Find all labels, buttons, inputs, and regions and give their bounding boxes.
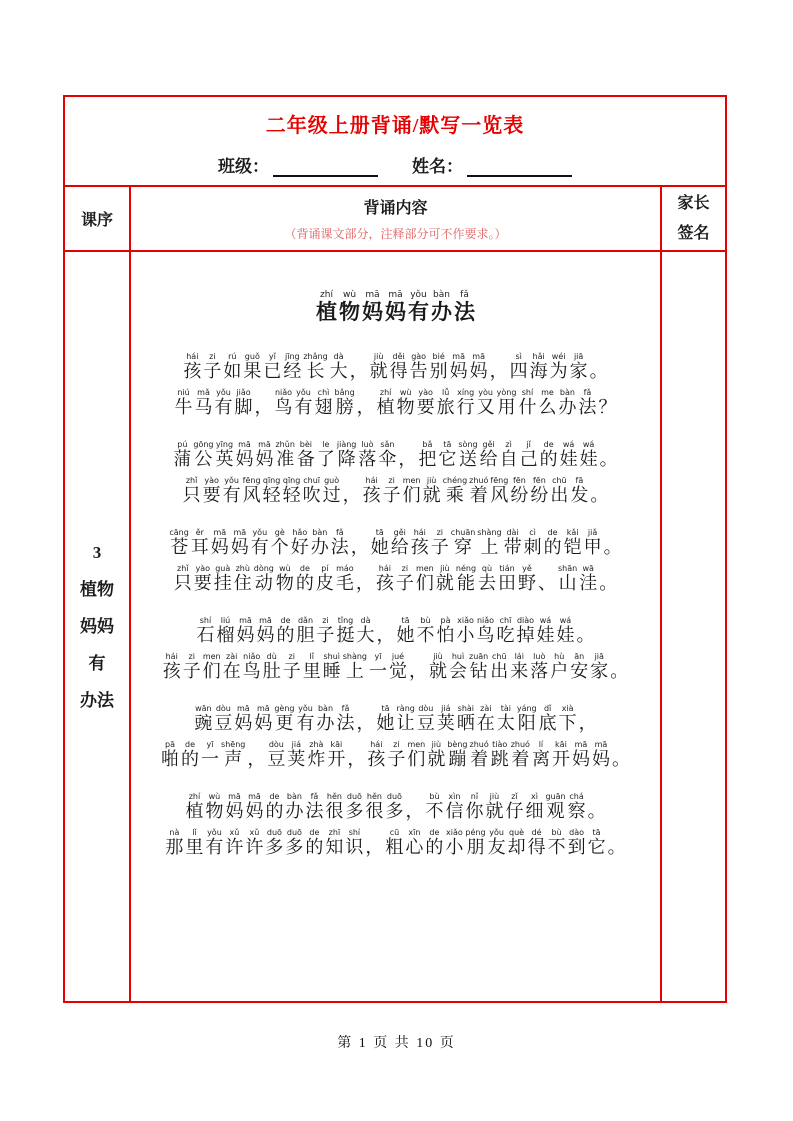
poem-line: 只zhǐ要yào挂guà住zhù动dòng物wù的de皮pí毛máo， 孩hái子zi们men就jiù能néng去qù田tián野yě、 山shān洼wā。	[173, 564, 618, 593]
class-name-row	[65, 152, 725, 177]
name-label: 姓名：	[412, 157, 463, 176]
lesson-title-line: 妈妈	[80, 617, 114, 636]
class-label: 班级：	[218, 157, 269, 176]
poem-line: 牛niú马mǎ有yǒu脚jiǎo， 鸟niǎo有yǒu翅chì膀bǎng， 植zhí物wù要yào旅lǚ行xíng又yòu用yòng什shí么me办bàn法fǎ？	[174, 388, 617, 417]
parent-sign-label-line2: 签名	[677, 224, 710, 242]
header-cell-lesson-order	[65, 187, 131, 250]
poem-line: 孩hái子zi们men在zài鸟niǎo肚dù子zi里lǐ睡shuì上shàng一yī觉jué， 就jiù会huì钻zuān出chū来lái落luò户hù安ān家jiā。	[162, 652, 629, 681]
poem-stanza	[131, 352, 660, 419]
poem-stanza	[131, 528, 660, 595]
poem-line: 只zhǐ要yào有yǒu风fēng轻qīng轻qīng吹chuī过guò， 孩hái子zi们men就jiù乘chéng着zhuó风fēng纷fēn纷fēn出chū发fā。	[182, 476, 609, 505]
lesson-order-cell	[65, 252, 131, 1001]
poem-stanza	[131, 792, 660, 859]
recitation-content-cell	[131, 252, 660, 1001]
poem-title: 植zhí物wù妈mā妈mā有yǒu办bàn法fǎ	[316, 290, 475, 324]
lesson-number: 3	[92, 543, 102, 562]
parent-sign-label-line1: 家长	[677, 194, 710, 212]
content-header-note: （背诵课文部分，注释部分可不作要求。）	[284, 227, 507, 241]
lesson-title-line: 办法	[80, 691, 114, 710]
name-blank-field	[467, 157, 572, 177]
recitation-table	[63, 95, 727, 1003]
lesson-title-line: 植物	[80, 580, 114, 599]
lesson-title-line: 有	[88, 654, 106, 673]
poem-line: 植zhí物wù妈mā妈mā的de办bàn法fǎ很hěn多duō很hěn多duō， 不bù信xìn你nǐ就jiù仔zǐ细xì观guān察chá。	[185, 792, 606, 821]
class-blank-field	[273, 157, 378, 177]
poem-line: 苍cāng耳ěr妈mā妈mā有yǒu个gè好hǎo办bàn法fǎ， 她tā给gěi孩hái子zi穿chuān上shàng带dài刺cì的de铠kǎi甲jiǎ。	[169, 528, 622, 557]
parent-signature-cell	[660, 252, 725, 1001]
header-cell-parent-signature	[660, 187, 725, 250]
header-cell-content	[131, 187, 660, 250]
poem-line: 石shí榴liú妈mā妈mā的de胆dǎn子zi挺tǐng大dà， 她tā不bù怕pà小xiǎo鸟niǎo吃chī掉diào娃wá娃wá。	[196, 616, 595, 645]
table-header-row	[65, 185, 725, 250]
poem-line: 豌wān豆dòu妈mā妈mā更gèng有yǒu办bàn法fǎ， 她tā让ràng豆dòu荚jiá晒shài在zài太tài阳yáng底dǐ下xià，	[194, 704, 597, 733]
poem-stanza	[131, 440, 660, 507]
poem-line: 啪pā的de一yī声shēng， 豆dòu荚jiá炸zhà开kāi， 孩hái子zi们men就jiù蹦bèng着zhuó跳tiào着zhuó离lí开kāi妈mā妈mā。	[161, 740, 630, 769]
table-content-row	[65, 250, 725, 1001]
poem-stanza	[131, 616, 660, 683]
poem-line: 孩hái子zi如rú果guǒ已yǐ经jīng长zhǎng大dà， 就jiù得děi告gào别bié妈mā妈mā， 四sì海hǎi为wéi家jiā。	[183, 352, 608, 381]
poem-line: 那nà里lǐ有yǒu许xǔ许xǔ多duō多duō的de知zhī识shí， 粗cū心xīn的de小xiǎo朋péng友yǒu却què得dé不bù到dào它tā。	[165, 828, 626, 857]
page-title: 二年级上册背诵/默写一览表	[265, 115, 525, 137]
poem-body	[131, 352, 660, 859]
table-top-block	[65, 97, 725, 185]
content-header-label: 背诵内容	[363, 200, 428, 217]
page-number-footer: 第 1 页 共 10 页	[337, 1036, 456, 1051]
poem-line: 蒲pú公gōng英yīng妈mā妈mā准zhǔn备bèi了le降jiàng落luò伞sǎn， 把bǎ它tā送sòng给gěi自zì己jǐ的de娃wá娃wá。	[173, 440, 618, 469]
poem-stanza	[131, 704, 660, 771]
lesson-order-header-label: 课序	[80, 212, 113, 229]
